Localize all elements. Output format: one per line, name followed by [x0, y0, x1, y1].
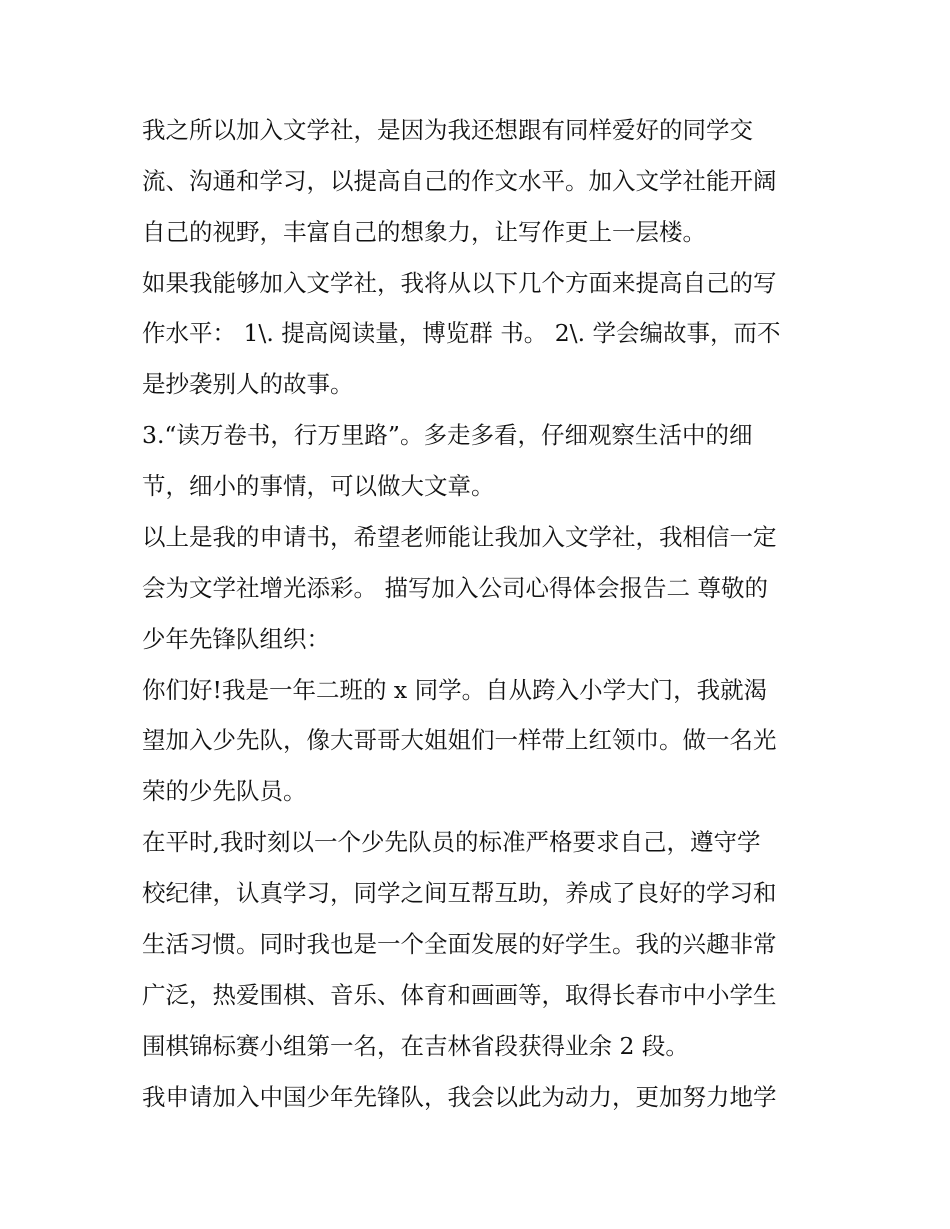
text-line: 是抄袭别人的故事。 [142, 370, 354, 398]
text-line: 围棋锦标赛小组第一名，在吉林省段获得业余 2 段。 [142, 1032, 689, 1060]
text-line: 我之所以加入文学社，是因为我还想跟有同样爱好的同学交 [142, 116, 753, 144]
text-line: 我申请加入中国少年先锋队，我会以此为动力，更加努力地学 [142, 1083, 777, 1111]
text-line: 校纪律，认真学习，同学之间互帮互助，养成了良好的学习和 [142, 879, 777, 907]
text-line: 如果我能够加入文学社，我将从以下几个方面来提高自己的写 [142, 269, 777, 297]
text-line: 在平时,我时刻以一个少先队员的标准严格要求自己，遵守学 [142, 828, 761, 856]
text-line: 广泛，热爱围棋、音乐、体育和画画等，取得长春市中小学生 [142, 981, 777, 1009]
text-line: 节，细小的事情，可以做大文章。 [142, 472, 495, 500]
text-line: 会为文学社增光添彩。 描写加入公司心得体会报告二 尊敬的 [142, 574, 768, 602]
text-line: 3.“读万卷书，行万里路”。多走多看，仔细观察生活中的细 [142, 421, 753, 449]
text-line: 以上是我的申请书，希望老师能让我加入文学社，我相信一定 [142, 523, 777, 551]
text-line: 少年先锋队组织： [142, 625, 330, 653]
text-line: 作水平： 1\. 提高阅读量，博览群 书。 2\. 学会编故事，而不 [142, 319, 781, 347]
text-line: 流、沟通和学习，以提高自己的作文水平。加入文学社能开阔 [142, 167, 777, 195]
text-line: 望加入少先队，像大哥哥大姐姐们一样带上红领巾。做一名光 [142, 726, 777, 754]
text-line: 你们好!我是一年二班的 x 同学。自从跨入小学大门，我就渴 [142, 676, 768, 704]
text-line: 自己的视野，丰富自己的想象力，让写作更上一层楼。 [142, 218, 706, 246]
text-line: 生活习惯。同时我也是一个全面发展的好学生。我的兴趣非常 [142, 930, 777, 958]
text-line: 荣的少先队员。 [142, 777, 307, 805]
